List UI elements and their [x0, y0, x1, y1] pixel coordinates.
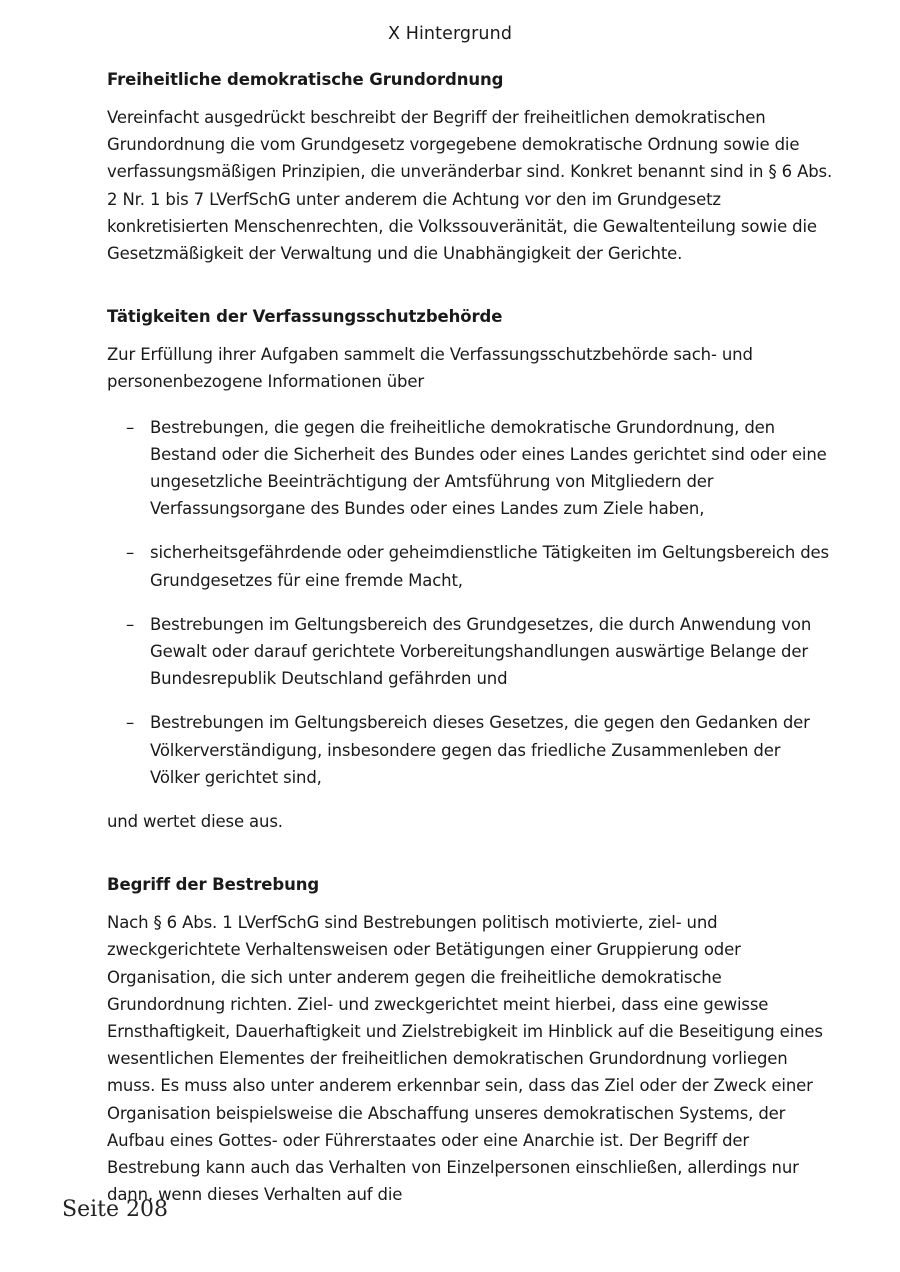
task-list [107, 414, 835, 791]
list-item [107, 709, 835, 791]
list-item-text: Bestrebungen im Geltungsbereich des Grundgesetzes, die durch Anwendung von Gewalt oder darauf gerichtete Vorbereitungshandlungen auswärtige Belange der Bundesrepublik Deutschland gefährden und [150, 614, 812, 689]
section-outro: und wertet diese aus. [107, 812, 283, 832]
dash-bullet: – [126, 543, 135, 563]
running-head: X Hintergrund [387, 24, 513, 44]
section-heading: Tätigkeiten der Verfassungsschutzbehörde [107, 307, 503, 327]
list-item-text: Bestrebungen, die gegen die freiheitliche demokratische Grundordnung, den Bestand oder die Sicherheit des Bundes oder eines Landes gerichtet sind oder eine ungesetzliche Beeinträchtigung der Amtsführung von Mitgliedern der Verfassungsorgane des Bundes oder eines Landes zum Ziele haben, [150, 417, 827, 519]
list-item [107, 611, 835, 693]
list-item-text: Bestrebungen im Geltungsbereich dieses Gesetzes, die gegen den Gedanken der Völkerverständigung, insbesondere gegen das friedliche Zusammenleben der Völker gerichtet sind, [150, 713, 810, 787]
page-number: Seite 208 [62, 1197, 168, 1222]
section-paragraph: Vereinfacht ausgedrückt beschreibt der Begriff der freiheitlichen demokratischen Grundordnung die vom Grundgesetz vorgegebene demokratische Ordnung sowie die verfassungsmäßigen Prinzipien, die unveränderbar sind. Konkret benannt sind in § 6 Abs. 2 Nr. 1 bis 7 LVerfSchG unter anderem die Achtung vor den im Grundgesetz konkretisierten Menschenrechten, die Volkssouveränität, die Gewaltenteilung sowie die Gesetzmäßigkeit der Verwaltung und die Unabhängigkeit der Gerichte. [107, 108, 833, 264]
section-taetigkeiten [107, 305, 835, 835]
list-item [107, 539, 835, 593]
dash-bullet: – [126, 713, 135, 733]
page-content [107, 68, 835, 1209]
section-paragraph: Nach § 6 Abs. 1 LVerfSchG sind Bestrebungen politisch motivierte, ziel- und zweckgerichtete Verhaltensweisen oder Betätigungen einer Gruppierung oder Organisation, die sich unter anderem gegen die freiheitliche demokratische Grundordnung richten. Ziel- und zweckgerichtet meint hierbei, dass eine gewisse Ernsthaftigkeit, Dauerhaftigkeit und Zielstrebigkeit im Hinblick auf die Beseitigung eines wesentlichen Elementes der freiheitlichen demokratischen Grundordnung vorliegen muss. Es muss also unter anderem erkennbar sein, dass das Ziel oder der Zweck einer Organisation beispielsweise die Abschaffung unseres demokratischen Systems, der Aufbau eines Gottes- oder Führerstaates oder eine Anarchie ist. Der Begriff der Bestrebung kann auch das Verhalten von Einzelpersonen einschließen, allerdings nur dann, wenn dieses Verhalten auf die [107, 913, 823, 1205]
section-fdgo [107, 68, 835, 267]
section-heading: Begriff der Bestrebung [107, 875, 320, 895]
section-intro: Zur Erfüllung ihrer Aufgaben sammelt die Verfassungsschutzbehörde sach- und personenbezogene Informationen über [107, 345, 753, 392]
section-bestrebung [107, 873, 835, 1208]
section-heading: Freiheitliche demokratische Grundordnung [107, 70, 504, 89]
list-item-text: sicherheitsgefährdende oder geheimdienstliche Tätigkeiten im Geltungsbereich des Grundgesetzes für eine fremde Macht, [150, 543, 830, 590]
dash-bullet: – [126, 614, 135, 634]
list-item [107, 414, 835, 523]
dash-bullet: – [126, 417, 135, 437]
